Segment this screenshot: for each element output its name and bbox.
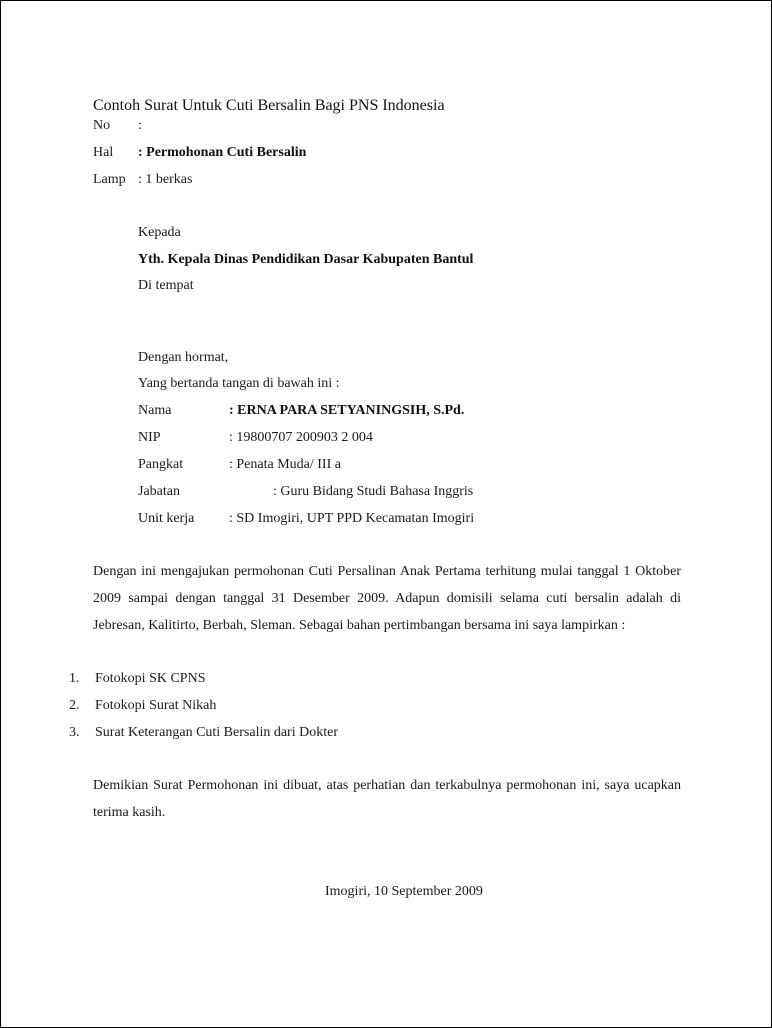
lamp-label: Lamp (93, 172, 126, 187)
body-paragraph: Dengan ini mengajukan permohonan Cuti Persalinan Anak Pertama terhitung mulai tanggal 1 Oktober 2009 sampai dengan tanggal 31 Desember 2009. Adapun domisili selama cuti bersalin adalah di Jebresan, Kalitirto, Berbah, Sleman. Sebagai bahan pertimbangan bersama ini saya lampirkan : (93, 564, 681, 633)
page-title: Contoh Surat Untuk Cuti Bersalin Bagi PNS Indonesia (93, 97, 445, 114)
nip-label: NIP (138, 430, 161, 445)
no-value: : (138, 118, 142, 133)
no-label: No (93, 118, 111, 133)
hal-label: Hal (93, 145, 114, 160)
nama-label: Nama (138, 403, 172, 418)
recipient-place: Di tempat (138, 278, 194, 293)
nip-value: : 19800707 200903 2 004 (229, 430, 373, 445)
list-item (69, 665, 338, 692)
place-date: Imogiri, 10 September 2009 (325, 884, 483, 899)
unit-value: : SD Imogiri, UPT PPD Kecamatan Imogiri (229, 511, 475, 526)
jabatan-value: : Guru Bidang Studi Bahasa Inggris (273, 484, 474, 499)
recipient-name: Yth. Kepala Dinas Pendidikan Dasar Kabupaten Bantul (138, 252, 474, 267)
lamp-value: : 1 berkas (138, 172, 193, 187)
hal-value: : Permohonan Cuti Bersalin (138, 145, 307, 160)
attachment-list (69, 665, 338, 746)
list-item-number: 3. (69, 725, 80, 740)
pangkat-value: : Penata Muda/ III a (229, 457, 341, 472)
list-item-number: 1. (69, 671, 80, 686)
recipient-kepada: Kepada (138, 225, 181, 240)
closing-paragraph: Demikian Surat Permohonan ini dibuat, atas perhatian dan terkabulnya permohonan ini, saya ucapkan terima kasih. (93, 778, 681, 820)
list-item (69, 692, 338, 719)
unit-label: Unit kerja (138, 511, 195, 526)
list-item-text: Fotokopi SK CPNS (95, 671, 206, 686)
list-item-text: Surat Keterangan Cuti Bersalin dari Dokter (95, 725, 338, 740)
pangkat-label: Pangkat (138, 457, 184, 472)
list-item-text: Fotokopi Surat Nikah (95, 698, 217, 713)
greeting: Dengan hormat, (138, 350, 229, 365)
nama-value: : ERNA PARA SETYANINGSIH, S.Pd. (229, 403, 465, 418)
list-item (69, 719, 338, 746)
jabatan-label: Jabatan (138, 484, 180, 499)
list-item-number: 2. (69, 698, 80, 713)
intro-line: Yang bertanda tangan di bawah ini : (138, 376, 340, 391)
